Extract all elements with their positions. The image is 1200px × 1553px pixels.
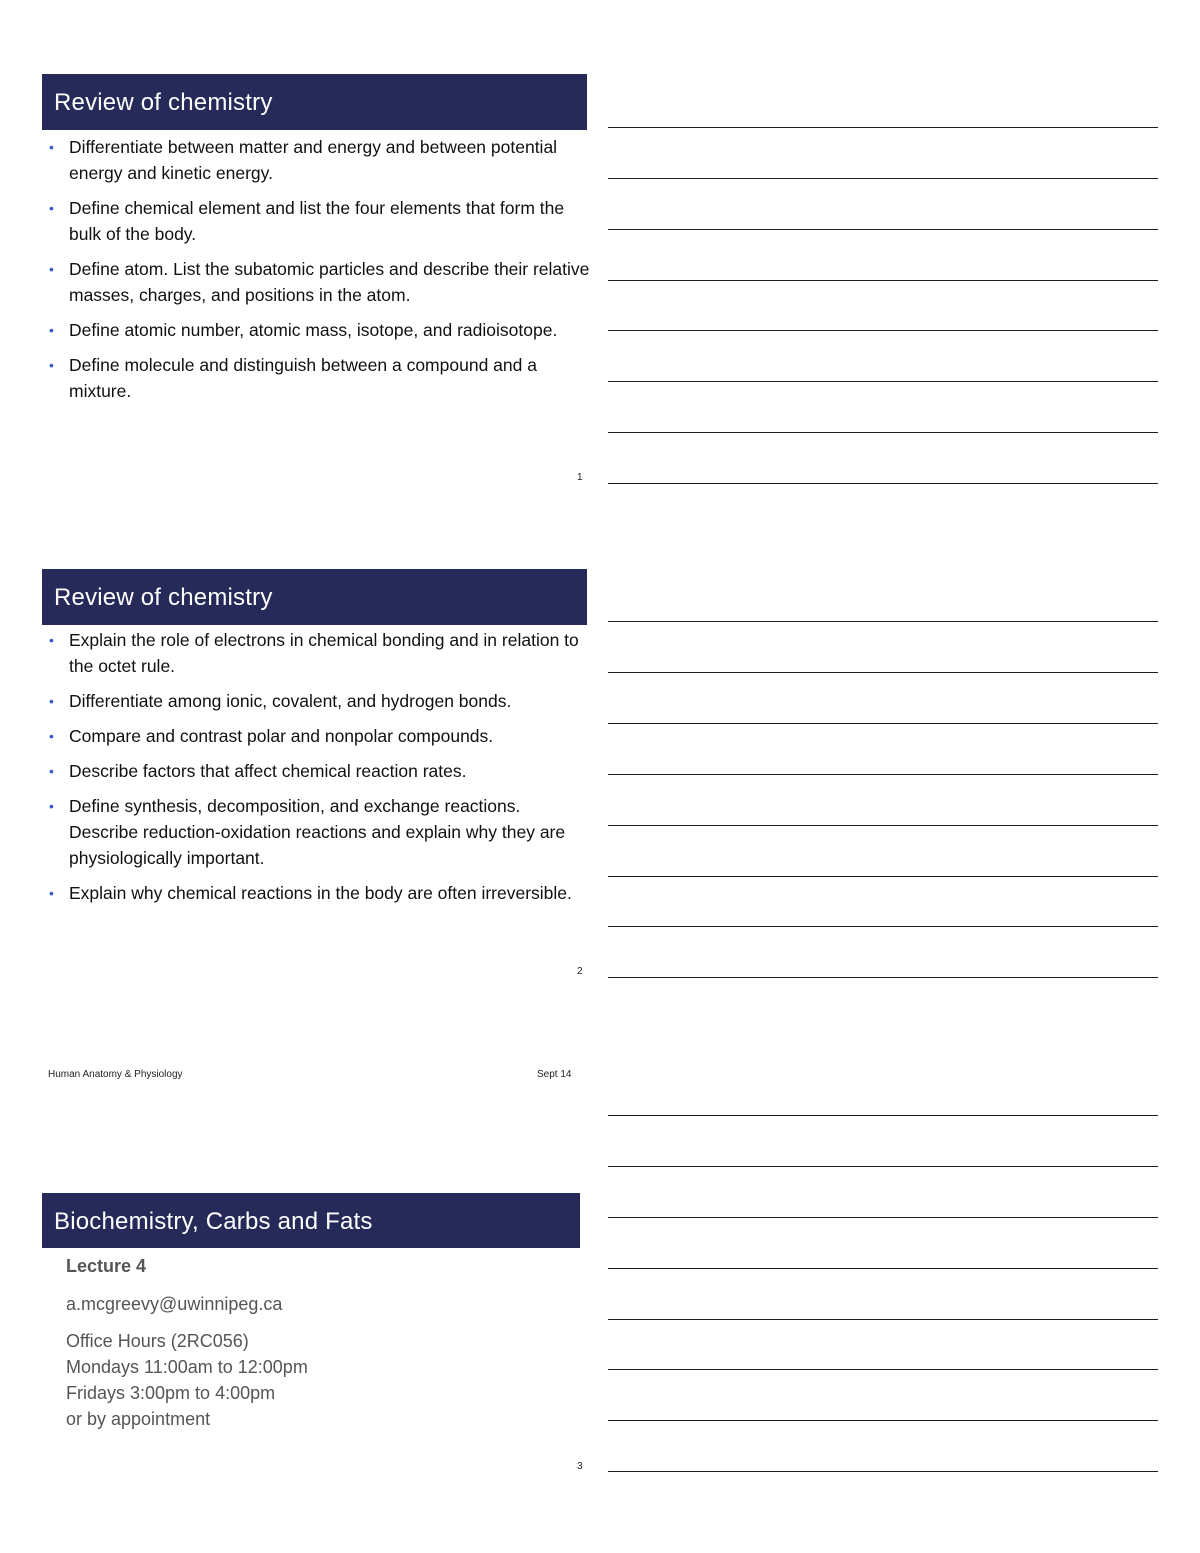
list-item: • Define chemical element and list the four elements that form the bulk of the body. xyxy=(42,195,590,247)
notes-line xyxy=(608,825,1158,826)
list-item: • Define atom. List the subatomic particles and describe their relative masses, charges, and positions in the atom. xyxy=(42,256,590,308)
notes-line xyxy=(608,229,1158,230)
list-item: • Define molecule and distinguish between a compound and a mixture. xyxy=(42,352,590,404)
notes-line xyxy=(608,178,1158,179)
list-item: • Describe factors that affect chemical reaction rates. xyxy=(42,758,590,784)
lecture-label: Lecture 4 xyxy=(66,1256,147,1276)
bullet-icon: • xyxy=(49,632,54,648)
notes-line xyxy=(608,127,1158,128)
bullet-icon: • xyxy=(49,261,54,277)
notes-line xyxy=(608,723,1158,724)
notes-line xyxy=(608,774,1158,775)
bullet-icon: • xyxy=(49,200,54,216)
office-hours-line: or by appointment xyxy=(66,1409,211,1429)
list-item: • Define atomic number, atomic mass, isotope, and radioisotope. xyxy=(42,317,590,343)
slide-title: Review of chemistry xyxy=(42,569,587,625)
bullet-icon: • xyxy=(49,885,54,901)
list-item: • Define synthesis, decomposition, and exchange reactions. Describe reduction-oxidation reactions and explain why they are physiologically important. xyxy=(42,793,590,871)
notes-line xyxy=(608,1369,1158,1370)
slide-number: 2 xyxy=(577,966,583,977)
slide-title: Biochemistry, Carbs and Fats xyxy=(42,1193,580,1248)
notes-line xyxy=(608,483,1158,484)
office-hours-title: Office Hours (2RC056) xyxy=(66,1331,249,1351)
notes-line xyxy=(608,1166,1158,1167)
list-item: • Differentiate among ionic, covalent, and hydrogen bonds. xyxy=(42,688,590,714)
bullet-icon: • xyxy=(49,139,54,155)
office-hours-line: Mondays 11:00am to 12:00pm xyxy=(66,1357,308,1377)
slide-number: 1 xyxy=(577,472,583,483)
notes-line xyxy=(608,1420,1158,1421)
notes-line xyxy=(608,1268,1158,1269)
notes-line xyxy=(608,621,1158,622)
bullet-list xyxy=(42,134,590,404)
list-item: • Explain why chemical reactions in the body are often irreversible. xyxy=(42,880,590,906)
notes-line xyxy=(608,381,1158,382)
footer-date: Sept 14 xyxy=(537,1069,572,1080)
slide-number: 3 xyxy=(577,1461,583,1472)
bullet-icon: • xyxy=(49,763,54,779)
list-item: • Compare and contrast polar and nonpolar compounds. xyxy=(42,723,590,749)
office-hours-line: Fridays 3:00pm to 4:00pm xyxy=(66,1383,276,1403)
notes-line xyxy=(608,672,1158,673)
notes-line xyxy=(608,926,1158,927)
notes-line xyxy=(608,432,1158,433)
slide-1 xyxy=(42,74,590,413)
bullet-icon: • xyxy=(49,322,54,338)
bullet-icon: • xyxy=(49,728,54,744)
slide-3 xyxy=(42,1193,580,1432)
notes-line xyxy=(608,330,1158,331)
bullet-icon: • xyxy=(49,798,54,814)
bullet-icon: • xyxy=(49,693,54,709)
notes-line xyxy=(608,1115,1158,1116)
slide-2 xyxy=(42,569,587,915)
footer-course: Human Anatomy & Physiology xyxy=(48,1069,183,1080)
bullet-icon: • xyxy=(49,357,54,373)
bullet-list xyxy=(42,627,590,906)
email-text: a.mcgreevy@uwinnipeg.ca xyxy=(66,1294,283,1314)
list-item: • Explain the role of electrons in chemical bonding and in relation to the octet rule. xyxy=(42,627,590,679)
notes-line xyxy=(608,280,1158,281)
notes-line xyxy=(608,1217,1158,1218)
notes-line xyxy=(608,1319,1158,1320)
slide-title: Review of chemistry xyxy=(42,74,587,130)
notes-line xyxy=(608,1471,1158,1472)
notes-line xyxy=(608,876,1158,877)
lecture-info xyxy=(42,1253,580,1432)
list-item: • Differentiate between matter and energy and between potential energy and kinetic energy. xyxy=(42,134,590,186)
notes-line xyxy=(608,977,1158,978)
